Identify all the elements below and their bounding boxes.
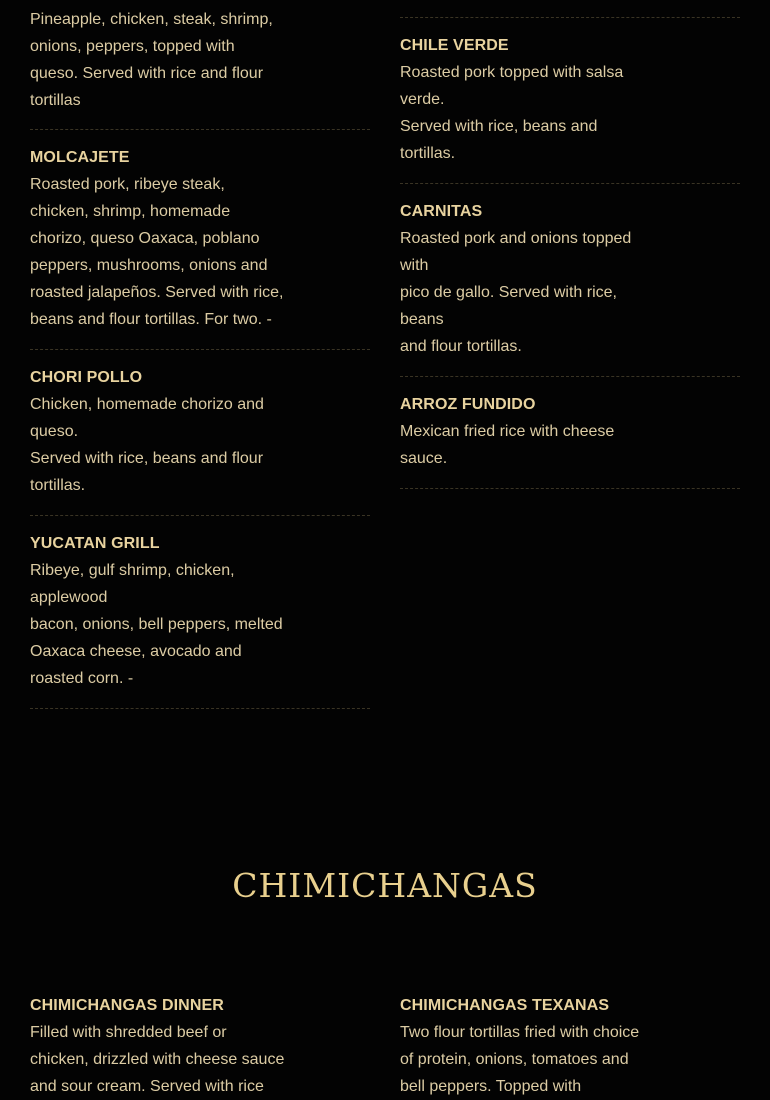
menu-item-name: YUCATAN GRILL bbox=[30, 535, 160, 552]
menu-item-description: Mexican fried rice with cheese sauce. bbox=[400, 423, 615, 467]
item-divider bbox=[30, 515, 370, 516]
item-divider bbox=[30, 708, 370, 709]
menu-item-name: MOLCAJETE bbox=[30, 149, 130, 166]
menu-item-description: Ribeye, gulf shrimp, chicken, applewood bacon, onions, bell peppers, melted Oaxaca cheese, avocado and roasted corn. - bbox=[30, 562, 283, 687]
menu-item-chimichangas-texanas bbox=[400, 994, 740, 1100]
item-divider bbox=[400, 376, 740, 377]
menu-item-name: CHILE VERDE bbox=[400, 37, 509, 54]
menu-item-name: ARROZ FUNDIDO bbox=[400, 396, 536, 413]
menu-item-description: Pineapple, chicken, steak, shrimp, onions, peppers, topped with queso. Served with rice and flour tortillas bbox=[30, 11, 273, 109]
menu-item-name: CHIMICHANGAS TEXANAS bbox=[400, 997, 610, 1014]
section-title: CHIMICHANGAS bbox=[232, 866, 538, 905]
menu-item-description: Roasted pork and onions topped with pico de gallo. Served with rice, beans and flour tortillas. bbox=[400, 230, 632, 355]
menu-item-name: CHIMICHANGAS DINNER bbox=[30, 997, 224, 1014]
menu-item-arroz-fundido bbox=[400, 393, 740, 472]
menu-item-description: Roasted pork, ribeye steak, chicken, shrimp, homemade chorizo, queso Oaxaca, poblano peppers, mushrooms, onions and roasted jalapeños. Served with rice, beans and flour tortillas. For two. - bbox=[30, 176, 284, 328]
menu-item-name: CARNITAS bbox=[400, 203, 483, 220]
menu-item-description: Two flour tortillas fried with choice of protein, onions, tomatoes and bell peppers. Topped with bbox=[400, 1024, 640, 1095]
item-divider bbox=[30, 349, 370, 350]
menu-item-chori-pollo bbox=[30, 366, 370, 499]
menu-item bbox=[30, 6, 370, 114]
menu-item-description: Filled with shredded beef or chicken, drizzled with cheese sauce and sour cream. Served with rice bbox=[30, 1024, 285, 1095]
item-divider bbox=[400, 488, 740, 489]
menu-item-chile-verde bbox=[400, 34, 740, 167]
menu-item-yucatan-grill bbox=[30, 532, 370, 692]
menu-item-description: Chicken, homemade chorizo and queso. Served with rice, beans and flour tortillas. bbox=[30, 396, 264, 494]
menu-item-description: Roasted pork topped with salsa verde. Served with rice, beans and tortillas. bbox=[400, 64, 624, 162]
menu-item-carnitas bbox=[400, 200, 740, 360]
menu-item-molcajete bbox=[30, 146, 370, 333]
menu-item-name: CHORI POLLO bbox=[30, 369, 143, 386]
item-divider bbox=[30, 129, 370, 130]
menu-item-chimichangas-dinner bbox=[30, 994, 370, 1100]
item-divider bbox=[400, 183, 740, 184]
item-divider bbox=[400, 17, 740, 18]
